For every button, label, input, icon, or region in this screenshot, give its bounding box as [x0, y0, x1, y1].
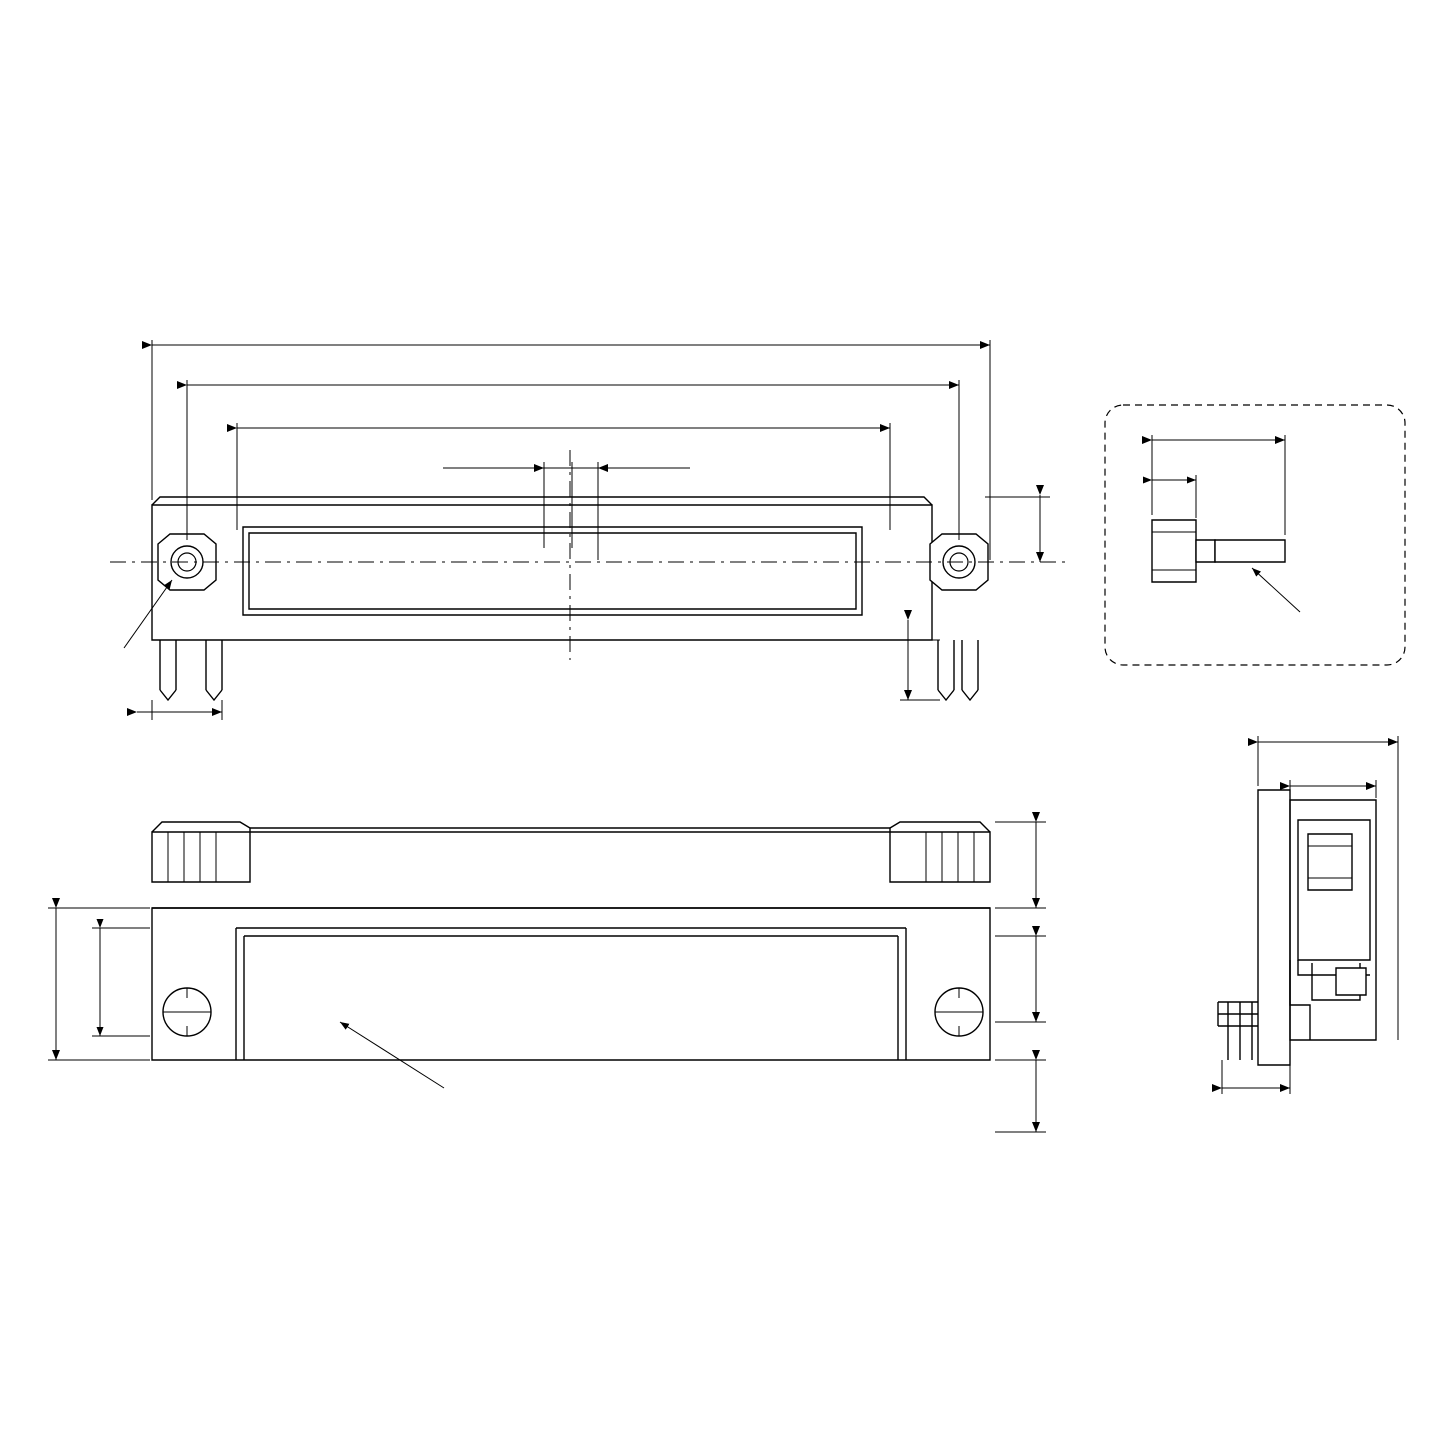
bottom-view-dimension-lines	[48, 822, 1046, 1132]
bottom-view-body	[152, 822, 990, 1088]
side-view-dimension-lines	[1222, 736, 1398, 1094]
front-view-body	[110, 450, 1065, 700]
screwlock-detail	[1105, 405, 1405, 665]
front-view-dimension-lines	[124, 340, 1050, 720]
side-view-body	[1218, 790, 1376, 1065]
